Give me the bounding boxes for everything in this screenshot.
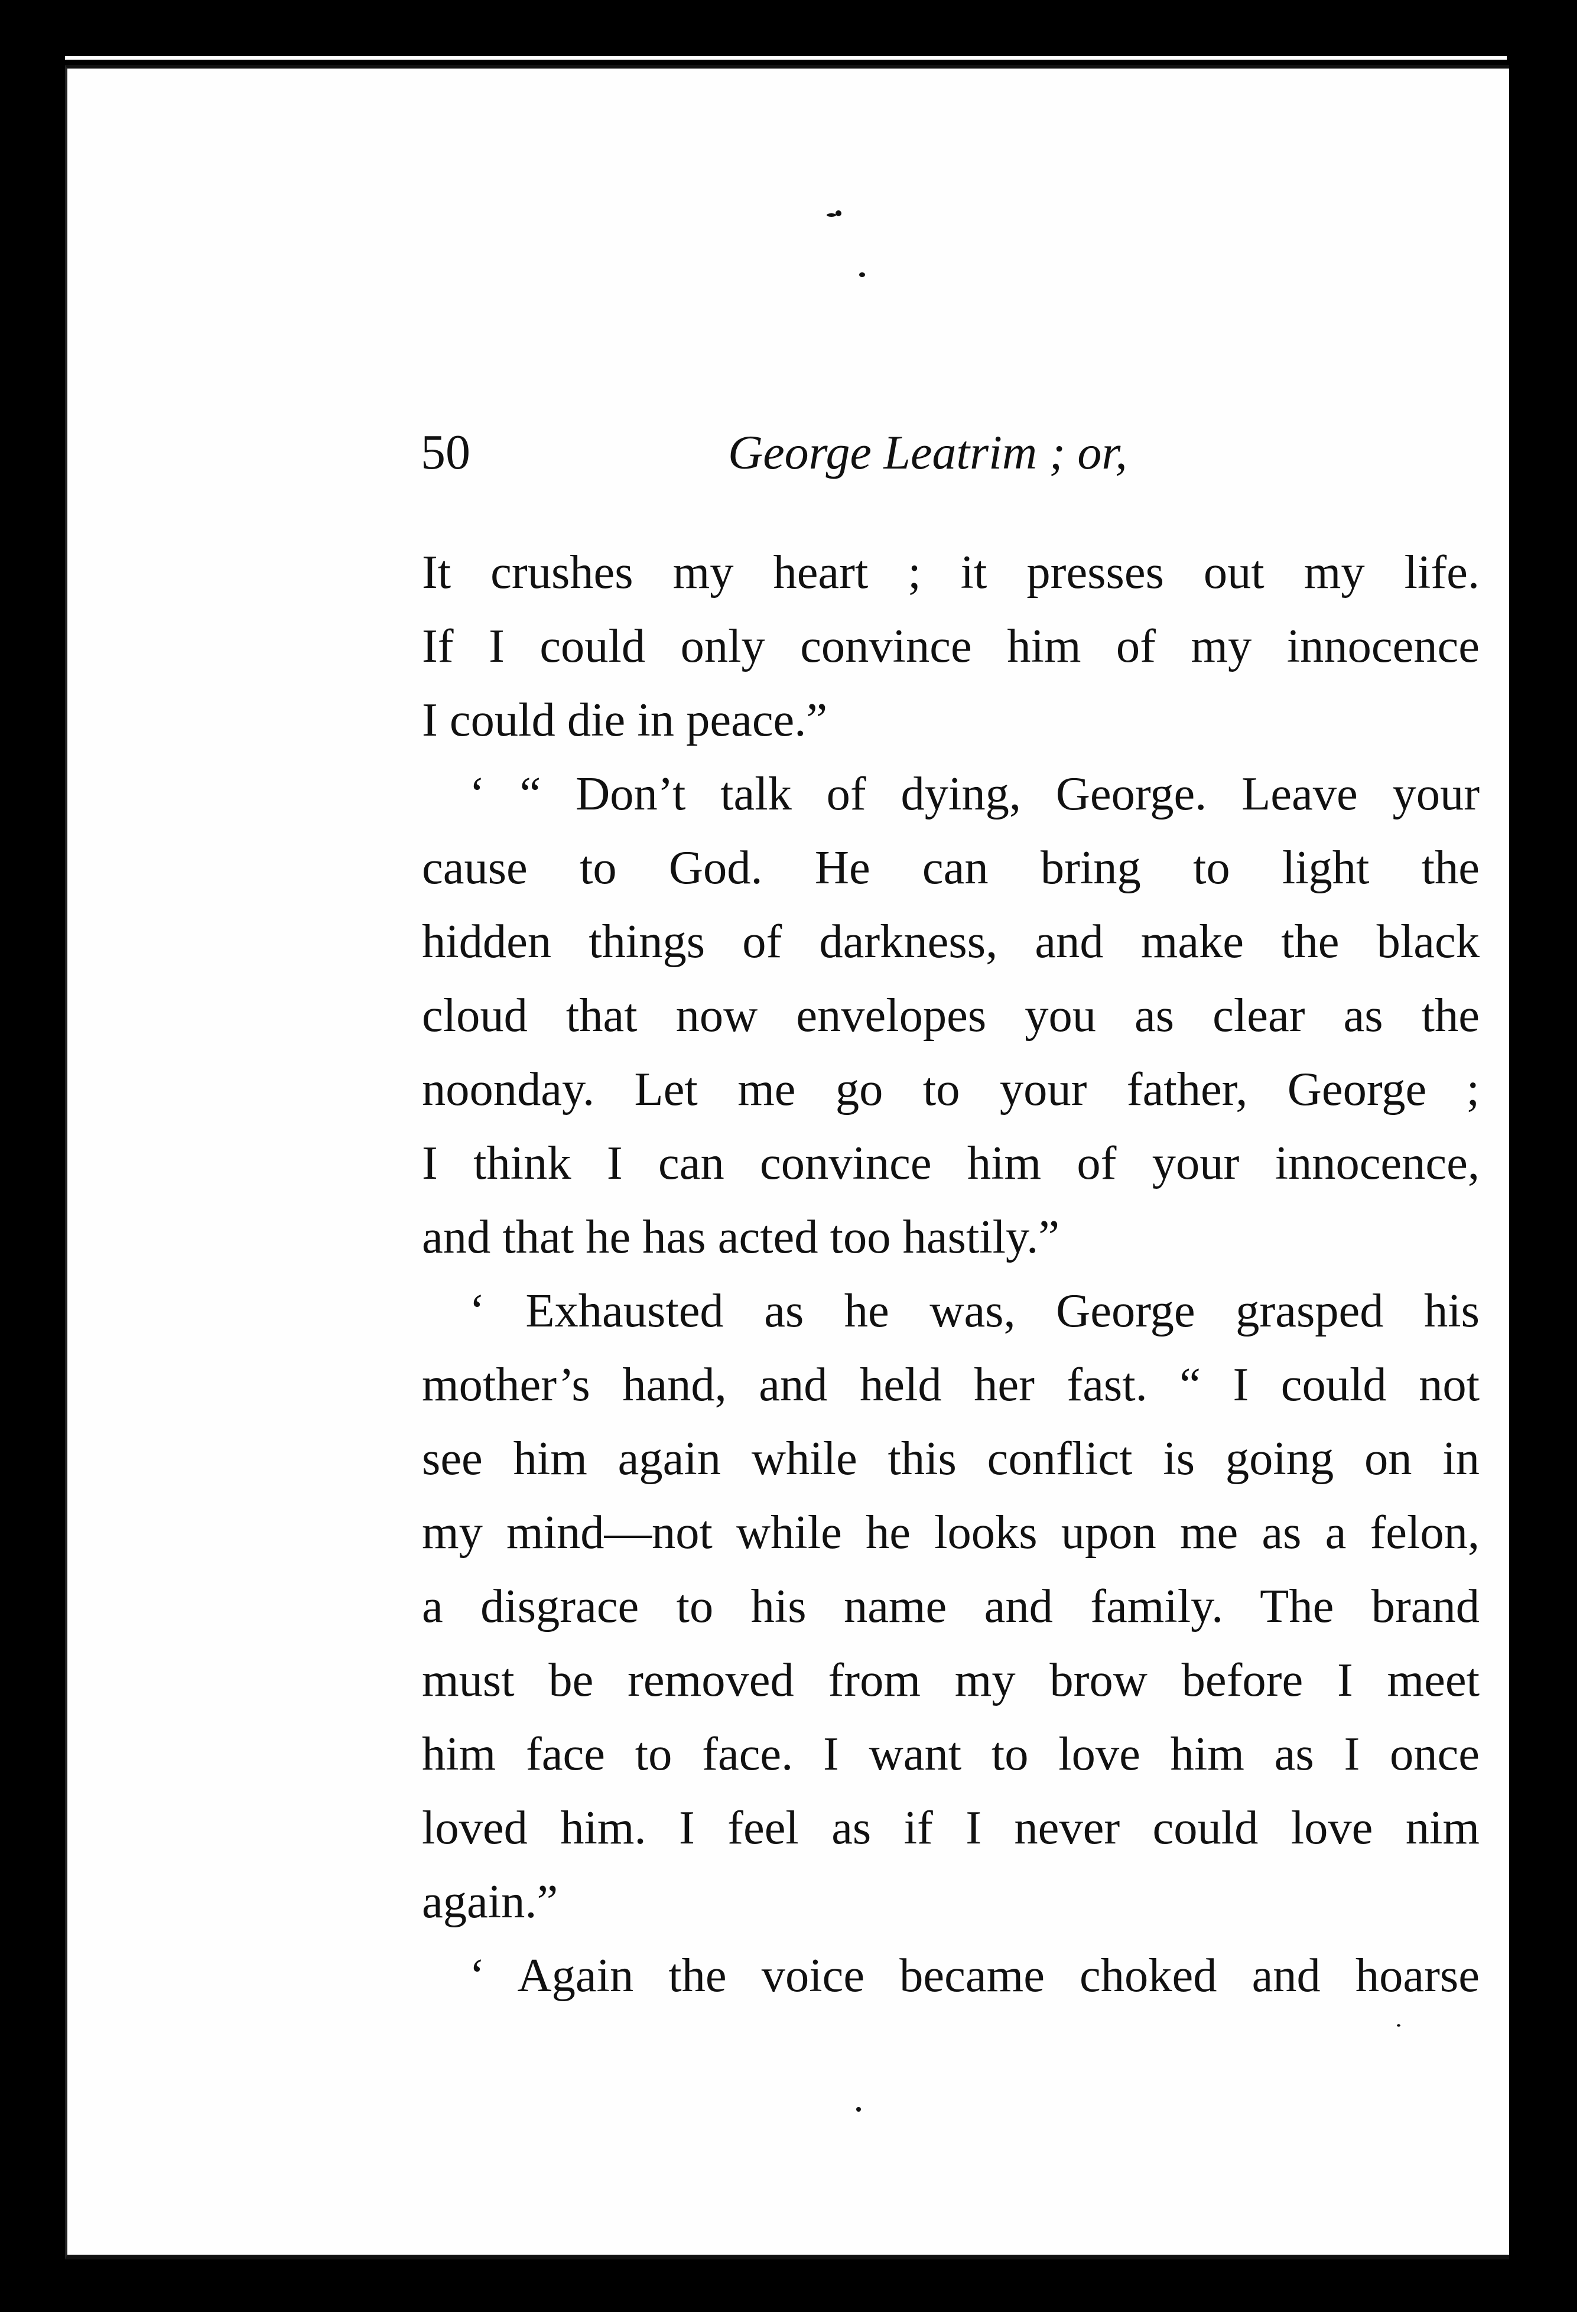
- page-right-edge: [1538, 89, 1562, 2180]
- text-line: and that he has acted too hastily.”: [422, 1211, 1059, 1263]
- text-line: loved him. I feel as if I never could love nim: [422, 1802, 1480, 1854]
- running-title: George Leatrim ; or,: [728, 425, 1127, 479]
- text-line: ‘ Again the voice became choked and hoarse: [469, 1949, 1480, 2002]
- text-line: noonday. Let me go to your father, George ;: [422, 1063, 1480, 1116]
- text-line: ‘ Exhausted as he was, George grasped his: [469, 1285, 1480, 1337]
- text-line: mother’s hand, and held her fast. “ I could not: [422, 1358, 1480, 1411]
- text-line: must be removed from my brow before I meet: [422, 1654, 1480, 1706]
- scan-speck: [856, 2107, 861, 2112]
- text-line: cloud that now envelopes you as clear as the: [422, 989, 1480, 1042]
- scan-speck: [859, 272, 865, 277]
- book-page: [65, 65, 1509, 2259]
- scan-margin: [1577, 0, 1596, 2312]
- text-line: him face to face. I want to love him as I once: [422, 1728, 1480, 1780]
- text-line: ‘ “ Don’t talk of dying, George. Leave your: [469, 768, 1480, 820]
- scan-speck: [1397, 2024, 1400, 2027]
- text-line: see him again while this conflict is going on in: [422, 1432, 1480, 1485]
- text-line: again.”: [422, 1875, 558, 1928]
- text-line: It crushes my heart ; it presses out my life.: [422, 546, 1480, 599]
- scan-speck: [827, 213, 836, 217]
- page-number: 50: [421, 425, 470, 480]
- scan-speck: [836, 210, 841, 216]
- text-line: cause to God. He can bring to light the: [422, 841, 1480, 894]
- text-line: a disgrace to his name and family. The brand: [422, 1580, 1480, 1633]
- text-line: I could die in peace.”: [422, 694, 828, 746]
- text-line: my mind—not while he looks upon me as a felon,: [422, 1506, 1480, 1559]
- text-line: If I could only convince him of my innocence: [422, 620, 1480, 672]
- text-line: hidden things of darkness, and make the black: [422, 915, 1480, 968]
- page-top-edge: [65, 56, 1507, 60]
- body-text: [422, 535, 1480, 2012]
- text-line: I think I can convince him of your innocence,: [422, 1137, 1480, 1189]
- page-header: [421, 423, 1473, 488]
